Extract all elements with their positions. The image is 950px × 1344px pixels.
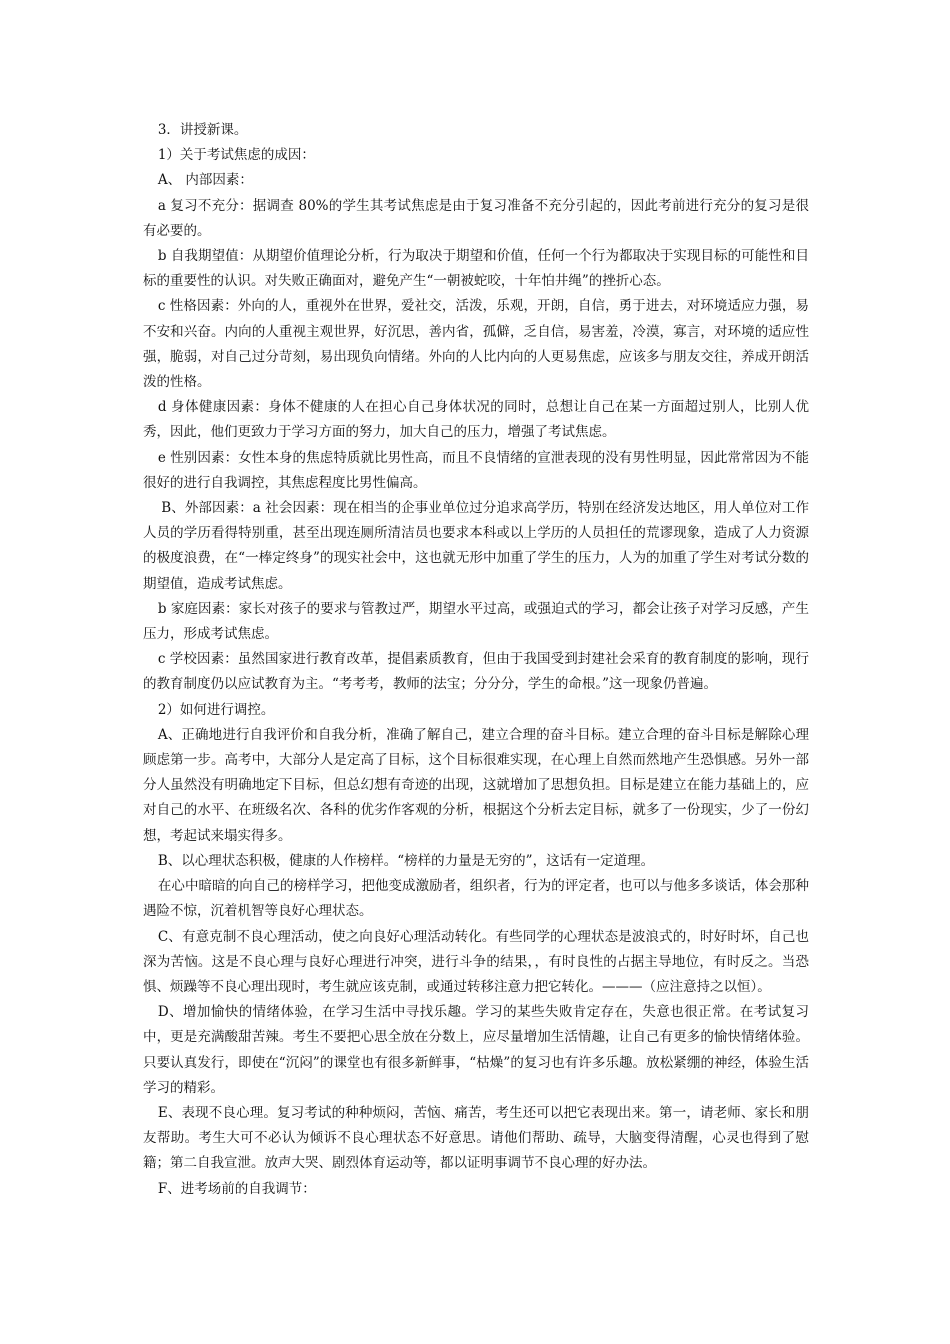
paragraph-pleasant-experience: D、增加愉快的情绪体验，在学习生活中寻找乐趣。学习的某些失败肯定存在，失意也很正常。在考试复习中，更是充满酸甜苦辣。考生不要把心思全放在分数上，应尽量增加生活情趣，让自己有更多的愉快情绪体验。只要认真发行，即使在“沉闷”的课堂也有很多新鲜事，“枯燥”的复习也有许多乐趣。放松紧绷的神经，体验生活学习的精彩。 xyxy=(143,1004,809,1096)
document-body xyxy=(143,118,809,1202)
paragraph-family: b 家庭因素：家长对孩子的要求与管教过严，期望水平过高，或强迫式的学习，都会让孩子对学习反感，产生压力，形成考试焦虑。 xyxy=(143,600,809,643)
section-heading-new-lesson: 3．讲授新课。 xyxy=(157,122,248,138)
paragraph-self-evaluation: A、正确地进行自我评价和自我分析，准确了解自己，建立合理的奋斗目标。建立合理的奋斗目标是解除心理顾虑第一步。高考中，大部分人是定高了目标，这个目标很难实现，在心理上自然而然地产生恐惧感。另外一部分人虽然没有明确地定下目标，但总幻想有奇迹的出现，这就增加了思想负担。目标是建立在能力基础上的，应对自己的水平、在班级名次、各科的优劣作客观的分析，根据这个分析去定目标，就多了一份现实，少了一份幻想，考起试来塌实得多。 xyxy=(143,726,809,844)
paragraph-gender: e 性别因素：女性本身的焦虑特质就比男性高，而且不良情绪的宣泄表现的没有男性明显，因此常常因为不能很好的进行自我调控，其焦虑程度比男性偏高。 xyxy=(143,449,809,491)
paragraph-learn-from-model: 在心中暗暗的向自己的榜样学习，把他变成激励者，组织者，行为的评定者，也可以与他多多谈话，体会那种遇险不惊，沉着机智等良好心理状态。 xyxy=(143,878,809,920)
paragraph-physical-health: d 身体健康因素：身体不健康的人在担心自己身体状况的同时，总想让自己在某一方面超过别人，比别人优秀，因此，他们更致力于学习方面的努力，加大自己的压力，增强了考试焦虑。 xyxy=(143,399,809,441)
paragraph-personality: c 性格因素：外向的人，重视外在世界，爱社交，活泼，乐观，开朗，自信，勇于进去，对环境适应力强，易不安和兴奋。内向的人重视主观世界，好沉思，善内省，孤僻，乏自信，易害羞，冷漠，寡言，对环境的适应性强，脆弱，对自己过分苛刻，易出现负向情绪。外向的人比内向的人更易焦虑，应该多与朋友交往，养成开朗活泼的性格。 xyxy=(143,298,809,391)
paragraph-restrain-negative: C、有意克制不良心理活动，使之向良好心理活动转化。有些同学的心理状态是波浪式的，时好时坏，自己也深为苦恼。这是不良心理与良好心理进行冲突，进行斗争的结果，，有时良性的占据主导地位，有时反之。当恐惧、烦躁等不良心理出现时，考生就应该克制，或通过转移注意力把它转化。———（应注意持之以恒）。 xyxy=(143,928,809,995)
paragraph-before-exam: F、进考场前的自我调节： xyxy=(157,1180,316,1197)
subheading-internal-factors: A、 内部因素： xyxy=(157,172,253,189)
paragraph-insufficient-review: a 复习不充分：据调查 80%的学生其考试焦虑是由于复习准备不充分引起的，因此考前进行充分的复习是很有必要的。 xyxy=(143,197,809,239)
paragraph-express-feelings: E、表现不良心理。复习考试的种种烦闷，苦恼、痛苦，考生还可以把它表现出来。第一，请老师、家长和朋友帮助。考生大可不必认为倾诉不良心理状态不好意思。请他们帮助、疏导，大脑变得清醒，心灵也得到了慰籍；第二自我宣泄。放声大哭、剧烈体育运动等，都以证明事调节不良心理的好办法。 xyxy=(143,1104,809,1172)
paragraph-self-expectation: b 自我期望值：从期望价值理论分析，行为取决于期望和价值，任何一个行为都取决于实现目标的可能性和目标的重要性的认识。对失败正确面对，避免产生“一朝被蛇咬，十年怕井绳”的挫折心态。 xyxy=(143,248,809,290)
paragraph-external-social: B、外部因素：a 社会因素：现在相当的企事业单位过分追求高学历，特别在经济发达地区，用人单位对工作人员的学历看得特别重，甚至出现连厕所清洁员也要求本科或以上学历的人员担任的荒谬现象，造成了人力资源的极度浪费，在“一棒定终身”的现实社会中，这也就无形中加重了学生的压力，人为的加重了学生对考试分数的期望值，造成考试焦虑。 xyxy=(143,500,809,592)
subheading-anxiety-causes: 1）关于考试焦虑的成因： xyxy=(157,147,315,164)
paragraph-role-model: B、以心理状态积极，健康的人作榜样。“榜样的力量是无穷的”，这话有一定道理。 xyxy=(157,852,655,869)
paragraph-school: c 学校因素：虽然国家进行教育改革，提倡素质教育，但由于我国受到封建社会采育的教育制度的影响，现行的教育制度仍以应试教育为主。“考考考，教师的法宝；分分分，学生的命根。”这一现象仍普遍。 xyxy=(143,651,809,693)
subheading-how-to-regulate: 2）如何进行调控。 xyxy=(157,701,275,718)
